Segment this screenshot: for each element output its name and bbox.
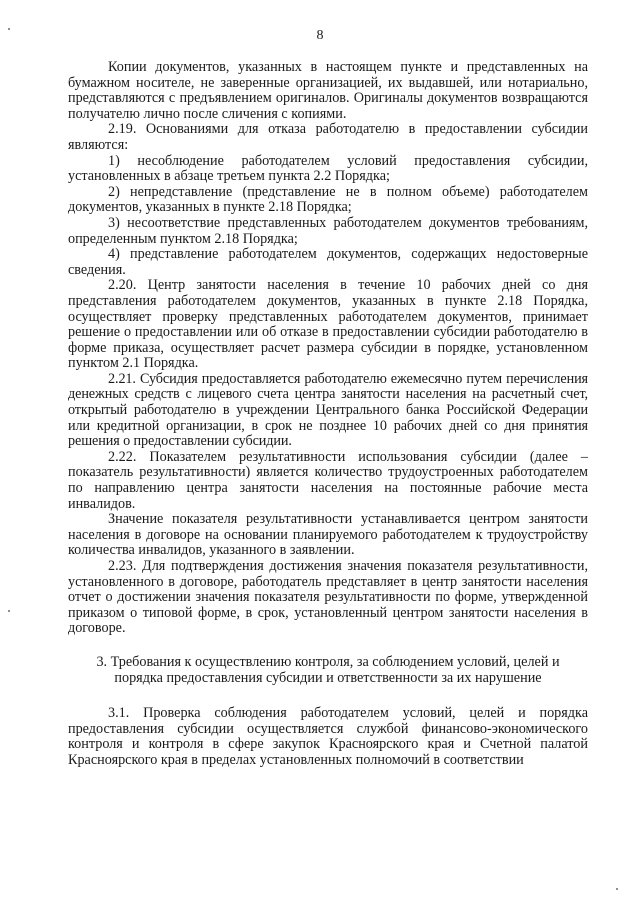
paragraph-2-19-item-2: 2) непредставление (представление не в полном объеме) работодателем документов, указанных в пункте 2.18 Порядка; [68, 183, 588, 216]
scan-mark [616, 888, 618, 890]
paragraph-indicator-value: Значение показателя результативности устанавливается центром занятости населения в договоре на основании планируемого работодателем к трудоустройству количества инвалидов, указанного в заявлении. [68, 511, 588, 559]
page-number: 8 [316, 28, 324, 43]
document-body [68, 60, 588, 769]
paragraph-2-22: 2.22. Показателем результативности использования субсидии (далее – показатель результативности) является количество трудоустроенных работодателем по направлению центра занятости населения на постоянные рабочие места инвалидов. [68, 448, 588, 512]
paragraph-2-21: 2.21. Субсидия предоставляется работодателю ежемесячно путем перечисления денежных средств с лицевого счета центра занятости населения на расчетный счет, открытый работодателю в учреждении Центрального банка Российской Федерации или кредитной организации, в срок не позднее 10 рабочих дней со дня принятия решения о предоставлении субсидии. [68, 370, 588, 450]
paragraph-2-19-item-3: 3) несоответствие представленных работодателем документов требованиям, определенным пунктом 2.18 Порядка; [68, 214, 588, 247]
section-3-heading: 3. Требования к осуществлению контроля, за соблюдением условий, целей и порядка предоставления субсидии и ответственности за их нарушение [96, 653, 560, 686]
paragraph-2-20: 2.20. Центр занятости населения в течение 10 рабочих дней со дня представления работодателем документов, указанных в пункте 2.18 Порядка, осуществляет проверку представленных работодателем документов, принимает решение о предоставлении или об отказе в предоставлении субсидии работодателю в форме приказа, осуществляет расчет размера субсидии в порядке, установленном пунктом 2.1 Порядка. [68, 277, 588, 372]
paragraph-2-19-item-4: 4) представление работодателем документов, содержащих недостоверные сведения. [68, 246, 588, 278]
scan-mark [8, 610, 10, 612]
paragraph-3-1: 3.1. Проверка соблюдения работодателем условий, целей и порядка предоставления субсидии осуществляется службой финансово-экономического контроля и контроля в сфере закупок Красноярского края и Счетной палатой Красноярского края в пределах установленных полномочий в соответствии [68, 705, 588, 768]
paragraph-2-23: 2.23. Для подтверждения достижения значения показателя результативности, установленного в договоре, работодатель представляет в центр занятости населения отчет о достижении значения показателя результативности по форме, утвержденной приказом о типовой форме, в срок, установленный центром занятости населения в договоре. [68, 558, 588, 637]
paragraph-2-19: 2.19. Основаниями для отказа работодателю в предоставлении субсидии являются: [68, 121, 588, 153]
scan-mark [8, 28, 10, 30]
paragraph-copies: Копии документов, указанных в настоящем пункте и представленных на бумажном носителе, не заверенные организацией, их выдавшей, или нотариально, представляются с предъявлением оригиналов. Оригиналы документов возвращаются получателю лично после сличения с копиями. [68, 59, 588, 122]
paragraph-2-19-item-1: 1) несоблюдение работодателем условий предоставления субсидии, установленных в абзаце третьем пункта 2.2 Порядка; [68, 152, 588, 185]
